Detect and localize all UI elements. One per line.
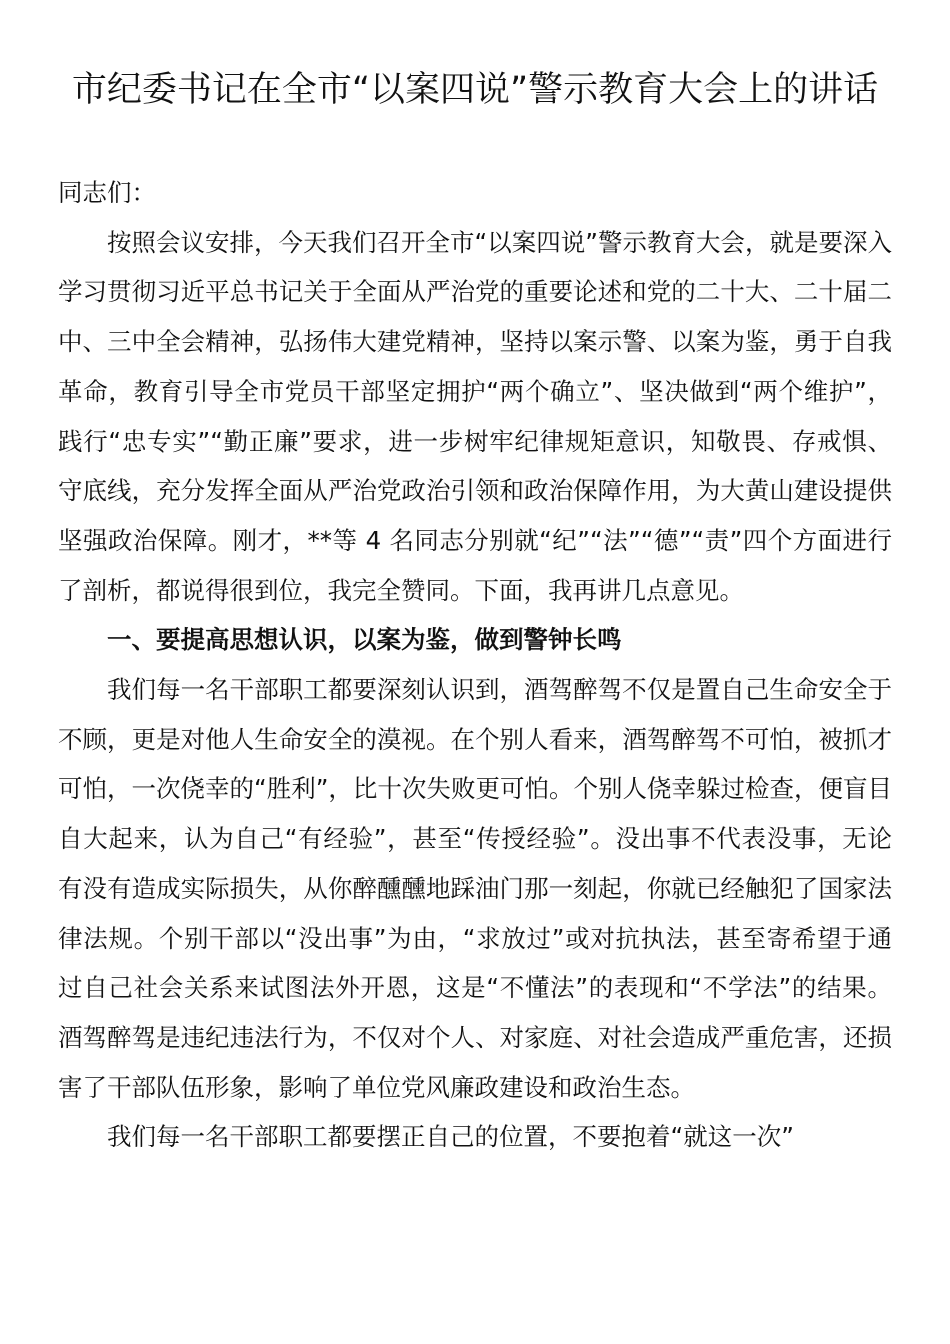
document-body bbox=[58, 168, 892, 1162]
section-heading-1: 一、要提高思想认识，以案为鉴，做到警钟长鸣 bbox=[107, 625, 622, 655]
paragraph-intro: 按照会议安排，今天我们召开全市“以案四说”警示教育大会，就是要深入学习贯彻习近平总书记关于全面从严治党的重要论述和党的二十大、二十届二中、三中全会精神，弘扬伟大建党精神，坚持以案示警、以案为鉴，勇于自我革命，教育引导全市党员干部坚定拥护“两个确立”、坚决做到“两个维护”，践行“忠专实”“勤正廉”要求，进一步树牢纪律规矩意识，知敬畏、存戒惧、守底线，充分发挥全面从严治党政治引领和政治保障作用，为大黄山建设提供坚强政治保障。刚才，**等 4 名同志分别就“纪”“法”“德”“责”四个方面进行了剖析，都说得很到位，我完全赞同。下面，我再讲几点意见。 bbox=[58, 227, 892, 605]
salutation: 同志们： bbox=[58, 178, 156, 207]
paragraph-drunk-driving: 我们每一名干部职工都要深刻认识到，酒驾醉驾不仅是置自己生命安全于不顾，更是对他人生命安全的漠视。在个别人看来，酒驾醉驾不可怕，被抓才可怕，一次侥幸的“胜利”，比十次失败更可怕。个别人侥幸躲过检查，便盲目自大起来，认为自己“有经验”，甚至“传授经验”。没出事不代表没事，无论有没有造成实际损失，从你醉醺醺地踩油门那一刻起，你就已经触犯了国家法律法规。个别干部以“没出事”为由，“求放过”或对抗执法，甚至寄希望于通过自己社会关系来试图法外开恩，这是“不懂法”的表现和“不学法”的结果。酒驾醉驾是违纪违法行为，不仅对个人、对家庭、对社会造成严重危害，还损害了干部队伍形象，影响了单位党风廉政建设和政治生态。 bbox=[58, 675, 892, 1102]
document-title: 市纪委书记在全市“以案四说”警示教育大会上的讲话 bbox=[71, 70, 879, 110]
paragraph-position: 我们每一名干部职工都要摆正自己的位置，不要抱着“就这一次” bbox=[107, 1122, 794, 1152]
